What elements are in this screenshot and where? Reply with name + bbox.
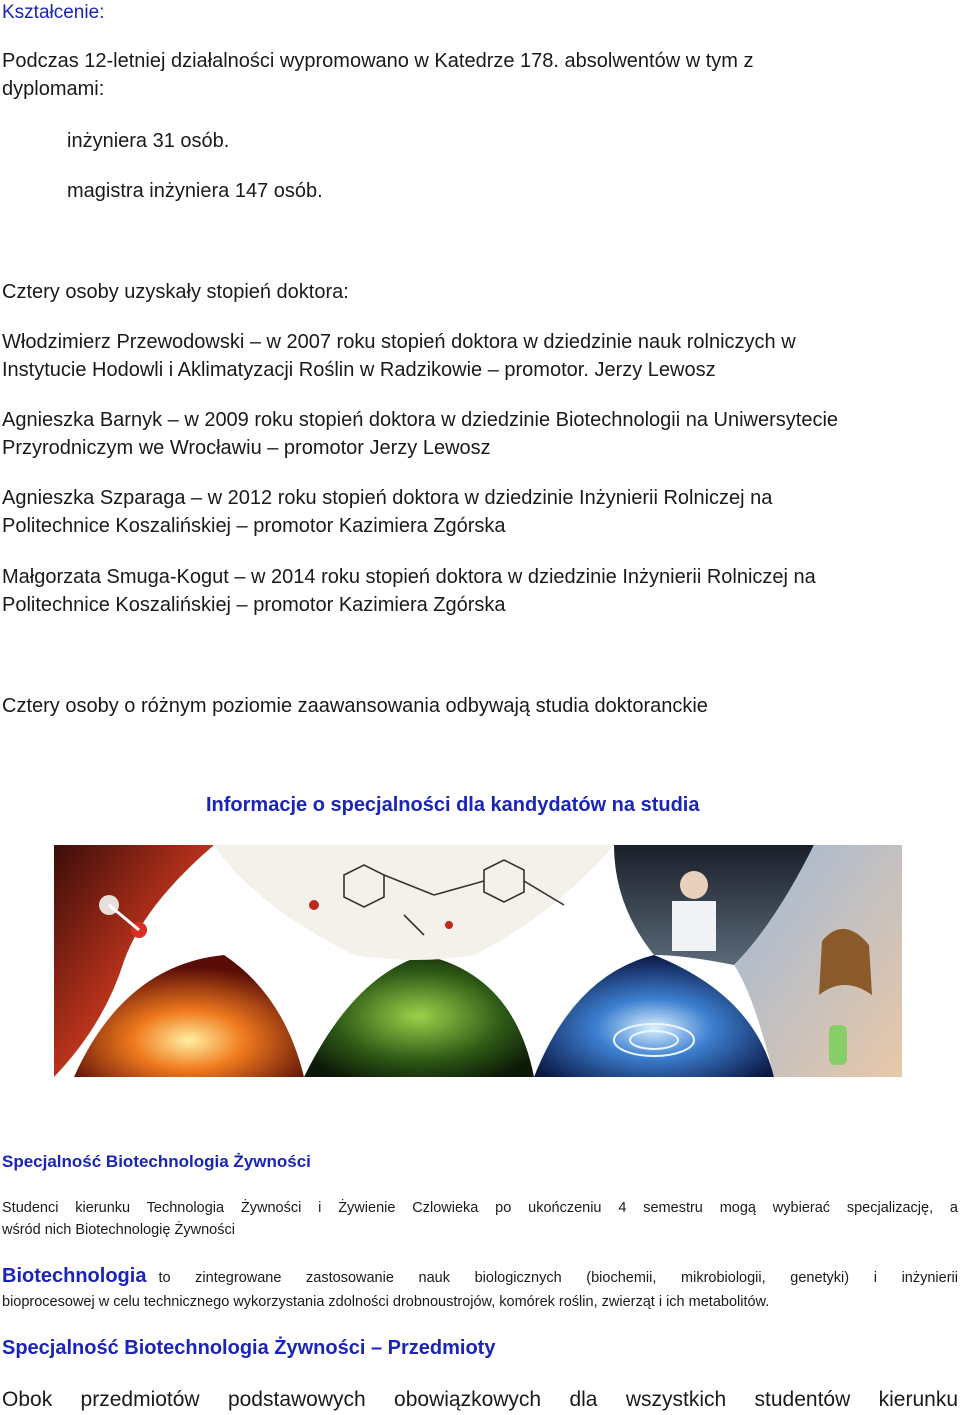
biotech-definition-line-1 — [2, 1265, 958, 1289]
doctor-2-line-2: Przyrodniczym we Wrocławiu – promotor Jerzy Lewosz — [2, 437, 491, 459]
doctor-1-line-1: Włodzimierz Przewodowski – w 2007 roku stopień doktora w dziedzinie nauk rolniczych w — [2, 331, 796, 353]
section-title — [2, 2, 104, 24]
banner-illustration — [54, 845, 902, 1077]
degree-engineer: inżyniera 31 osób. — [67, 130, 230, 152]
spec-text-line-1: Studenci kierunku Technologia Żywności i Żywienie Czlowieka po ukończeniu 4 semestru mogą wybierać specjalizację, a — [2, 1200, 958, 1216]
doctor-4-line-2: Politechnice Koszalińskiej – promotor Kazimiera Zgórska — [2, 594, 506, 616]
doctor-2-line-1: Agnieszka Barnyk – w 2009 roku stopień doktora w dziedzinie Biotechnologii na Uniwersytecie — [2, 409, 839, 431]
doctor-3-line-2: Politechnice Koszalińskiej – promotor Kazimiera Zgórska — [2, 515, 506, 537]
intro-line-2: dyplomami: — [2, 78, 105, 100]
doctors-intro: Cztery osoby uzyskały stopień doktora: — [2, 281, 349, 303]
doctor-1-line-2: Instytucie Hodowli i Aklimatyzacji Roślin w Radzikowie – promotor. Jerzy Lewosz — [2, 359, 716, 381]
section-title-colon: : — [99, 2, 105, 23]
biotech-def-text-1: to zintegrowane zastosowanie nauk biologicznych (biochemii, mikrobiologii, genetyki) i inżynierii — [158, 1270, 958, 1286]
spec-heading: Specjalność Biotechnologia Żywności — [2, 1152, 311, 1171]
biotech-definition-line-2: bioprocesowej w celu technicznego wykorzystania zdolności drobnoustrojów, komórek roślin, zwierząt i ich metabolitów. — [2, 1294, 770, 1310]
degree-master: magistra inżyniera 147 osób. — [67, 180, 323, 202]
biotech-term: Biotechnologia — [2, 1265, 147, 1287]
doctoral-students: Cztery osoby o różnym poziomie zaawansowania odbywają studia doktoranckie — [2, 695, 708, 717]
doctor-3-line-1: Agnieszka Szparaga – w 2012 roku stopień doktora w dziedzinie Inżynierii Rolniczej na — [2, 487, 773, 509]
subjects-text: Obok przedmiotów podstawowych obowiązkowych dla wszystkich studentów kierunku — [2, 1388, 958, 1411]
doctor-4-line-1: Małgorzata Smuga-Kogut – w 2014 roku stopień doktora w dziedzinie Inżynierii Rolniczej na — [2, 566, 816, 588]
biotech-banner-image — [54, 845, 902, 1077]
section-title-text: Kształcenie — [2, 2, 100, 23]
intro-line-1: Podczas 12-letniej działalności wypromowano w Katedrze 178. absolwentów w tym z — [2, 50, 754, 72]
subjects-heading: Specjalność Biotechnologia Żywności – Przedmioty — [2, 1337, 496, 1359]
info-heading: Informacje o specjalności dla kandydatów na studia — [206, 794, 700, 816]
spec-text-line-2: wśród nich Biotechnologię Żywności — [2, 1222, 235, 1238]
